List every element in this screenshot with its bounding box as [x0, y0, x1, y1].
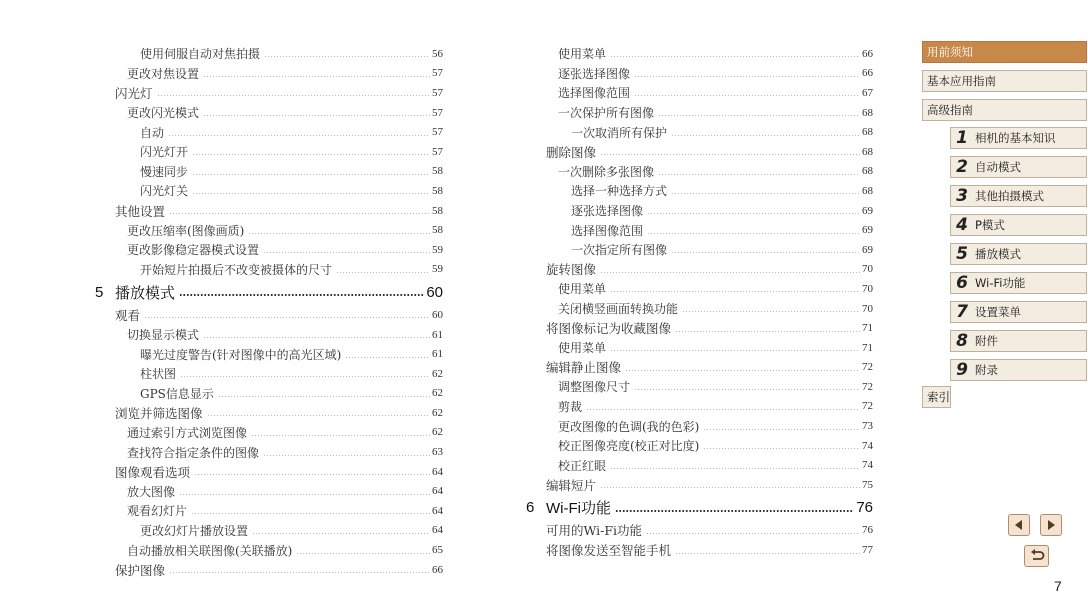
toc-page-number: 70: [862, 282, 873, 295]
dot-leader: [600, 272, 860, 273]
toc-page-number: 72: [862, 400, 873, 413]
toc-page-number: 67: [862, 86, 873, 99]
toc-entry-title: 开始短片拍摄后不改变被摄体的尺寸: [140, 262, 333, 277]
dot-leader: [658, 115, 860, 116]
dot-leader: [671, 193, 860, 194]
toc-row[interactable]: [521, 397, 873, 417]
toc-row[interactable]: [521, 475, 873, 495]
toc-row[interactable]: [90, 142, 443, 162]
toc-row[interactable]: [521, 220, 873, 240]
dot-leader: [600, 154, 860, 155]
toc-page-number: 76: [862, 524, 873, 537]
toc-entry-title: 放大图像: [127, 484, 176, 499]
dot-leader: [625, 370, 860, 371]
toc-entry-title: 选择一种选择方式: [571, 184, 668, 199]
triangle-left-icon: [1013, 519, 1025, 531]
toc-row[interactable]: [90, 220, 443, 240]
toc-entry-title: 曝光过度警告(针对图像中的高光区域): [140, 347, 342, 362]
toc-entry-title: 使用菜单: [558, 47, 607, 62]
toc-row[interactable]: [90, 44, 443, 64]
dot-leader: [345, 357, 430, 358]
toc-row[interactable]: [90, 481, 443, 501]
chapter-label: 设置菜单: [975, 305, 1021, 319]
toc-row[interactable]: [90, 403, 443, 423]
toc-row[interactable]: [90, 64, 443, 84]
toc-entry-title: Wi-Fi功能: [546, 500, 611, 518]
dot-leader: [647, 213, 860, 214]
toc-row[interactable]: [521, 64, 873, 84]
return-button[interactable]: [1024, 545, 1049, 567]
toc-row[interactable]: [90, 442, 443, 462]
next-page-button[interactable]: [1040, 514, 1062, 536]
toc-row[interactable]: [90, 325, 443, 345]
dot-leader: [610, 468, 860, 469]
toc-page-number: 68: [862, 165, 873, 178]
dot-leader: [192, 174, 430, 175]
toc-page-number: 66: [862, 67, 873, 80]
dot-leader: [296, 553, 430, 554]
dot-leader: [703, 429, 860, 430]
dot-leader: [658, 174, 860, 175]
toc-page-number: 77: [862, 544, 873, 557]
dot-leader: [682, 311, 860, 312]
nav-tab-2[interactable]: 基本应用指南: [922, 70, 1087, 92]
chapter-number-badge: 6: [956, 273, 968, 293]
toc-entry-title: 其他设置: [115, 203, 166, 219]
nav-chapter-1[interactable]: [950, 127, 1087, 149]
dot-leader: [248, 233, 430, 234]
toc-row[interactable]: [521, 142, 873, 162]
dot-leader: [600, 487, 860, 488]
dot-leader: [203, 337, 430, 338]
toc-page-number: 72: [862, 361, 873, 374]
dot-leader: [675, 553, 860, 554]
toc-entry-title: 关闭横竖画面转换功能: [558, 302, 679, 317]
toc-entry-title: 选择图像范围: [558, 86, 631, 101]
toc-entry-title: 图像观看选项: [115, 464, 191, 480]
dot-leader: [634, 389, 860, 390]
dot-leader: [263, 455, 430, 456]
chapter-label: 附录: [975, 363, 998, 377]
toc-entry-title: 编辑静止图像: [546, 360, 622, 376]
toc-page-number: 60: [432, 308, 443, 321]
toc-entry-title: 一次指定所有图像: [571, 243, 668, 258]
toc-chapter-row[interactable]: [90, 279, 443, 305]
chapter-number-badge: 9: [956, 360, 968, 380]
dot-leader: [634, 95, 860, 96]
toc-row[interactable]: [521, 162, 873, 182]
dot-leader: [263, 252, 430, 253]
chapter-label: 相机的基本知识: [975, 131, 1056, 145]
dot-leader: [179, 294, 424, 296]
toc-entry-title: 切换显示模式: [127, 328, 200, 343]
return-arrow-icon: [1029, 549, 1045, 563]
toc-page-number: 58: [432, 184, 443, 197]
toc-entry-title: 慢速同步: [140, 164, 189, 179]
toc-page-number: 72: [862, 380, 873, 393]
toc-row[interactable]: [521, 358, 873, 378]
chapter-number: 5: [95, 283, 104, 301]
dot-leader: [647, 233, 860, 234]
toc-entry-title: 自动: [140, 125, 165, 140]
toc-entry-title: 一次保护所有图像: [558, 106, 655, 121]
toc-row[interactable]: [521, 240, 873, 260]
toc-entry-title: 剪裁: [558, 399, 583, 414]
chapter-label: 其他拍摄模式: [975, 189, 1044, 203]
toc-page-number: 68: [862, 145, 873, 158]
toc-row[interactable]: [90, 201, 443, 221]
toc-chapter-row[interactable]: [521, 495, 873, 521]
dot-leader: [610, 56, 860, 57]
toc-row[interactable]: [521, 318, 873, 338]
dot-leader: [671, 252, 860, 253]
toc-row[interactable]: [90, 540, 443, 560]
toc-row[interactable]: [521, 44, 873, 64]
toc-page-number: 69: [862, 204, 873, 217]
toc-entry-title: 查找符合指定条件的图像: [127, 445, 260, 460]
dot-leader: [207, 415, 430, 416]
toc-entry-title: 调整图像尺寸: [558, 380, 631, 395]
toc-entry-title: 校正图像亮度(校正对比度): [558, 439, 700, 454]
toc-row[interactable]: [90, 344, 443, 364]
toc-row[interactable]: [90, 103, 443, 123]
toc-page-number: 75: [862, 478, 873, 491]
toc-row[interactable]: [521, 122, 873, 142]
chapter-number: 6: [526, 499, 535, 517]
toc-row[interactable]: [90, 364, 443, 384]
toc-entry-title: 柱状图: [140, 367, 177, 382]
toc-entry-title: 播放模式: [115, 284, 176, 302]
toc-entry-title: 将图像标记为收藏图像: [546, 321, 672, 337]
toc-page-number: 69: [862, 224, 873, 237]
toc-page-number: 74: [862, 459, 873, 472]
toc-page-number: 70: [862, 302, 873, 315]
nav-index[interactable]: 索引: [922, 386, 951, 408]
nav-chapter-5[interactable]: [950, 243, 1087, 265]
dot-leader: [675, 331, 860, 332]
toc-row[interactable]: [521, 201, 873, 221]
nav-tab-3[interactable]: 高级指南: [922, 99, 1087, 121]
dot-leader: [191, 513, 430, 514]
dot-leader: [157, 95, 430, 96]
dot-leader: [169, 572, 430, 573]
toc-row[interactable]: [90, 384, 443, 404]
toc-entry-title: 闪光灯关: [140, 184, 189, 199]
nav-chapter-3[interactable]: [950, 185, 1087, 207]
toc-row[interactable]: [90, 260, 443, 280]
toc-entry-title: 一次删除多张图像: [558, 164, 655, 179]
toc-page-number: 68: [862, 184, 873, 197]
toc-entry-title: 将图像发送至智能手机: [546, 543, 672, 559]
toc-page-number: 76: [856, 499, 873, 517]
toc-page-number: 58: [432, 165, 443, 178]
toc-entry-title: 浏览并筛选图像: [115, 405, 203, 421]
toc-page-number: 62: [432, 406, 443, 419]
toc-page-number: 57: [432, 126, 443, 139]
toc-entry-title: 一次取消所有保护: [571, 125, 668, 140]
dot-leader: [168, 135, 430, 136]
toc-page-number: 71: [862, 322, 873, 335]
dot-leader: [192, 154, 430, 155]
toc-entry-title: 编辑短片: [546, 477, 597, 493]
page-number: 7: [1054, 578, 1062, 594]
dot-leader: [194, 474, 430, 475]
toc-entry-title: 自动播放相关联图像(关联播放): [127, 543, 293, 558]
toc-page-number: 64: [432, 465, 443, 478]
toc-entry-title: 选择图像范围: [571, 223, 644, 238]
toc-page-number: 57: [432, 106, 443, 119]
toc-page-number: 64: [432, 485, 443, 498]
chapter-number-badge: 8: [956, 331, 968, 351]
chapter-label: 播放模式: [975, 247, 1021, 261]
dot-leader: [610, 291, 860, 292]
toc-page-number: 57: [432, 145, 443, 158]
toc-row[interactable]: [521, 436, 873, 456]
dot-leader: [203, 76, 430, 77]
nav-chapter-2[interactable]: [950, 156, 1087, 178]
chapter-number-badge: 2: [956, 157, 968, 177]
dot-leader: [169, 213, 430, 214]
chapter-number-badge: 7: [956, 302, 968, 322]
toc-page-number: 58: [432, 204, 443, 217]
toc-row[interactable]: [521, 299, 873, 319]
nav-chapter-9[interactable]: [950, 359, 1087, 381]
toc-entry-title: 更改影像稳定器模式设置: [127, 243, 260, 258]
toc-page-number: 73: [862, 420, 873, 433]
toc-column-left: [90, 44, 443, 579]
toc-entry-title: GPS信息显示: [140, 386, 214, 401]
chapter-number-badge: 1: [956, 128, 968, 148]
toc-entry-title: 观看: [115, 307, 141, 323]
toc-row[interactable]: [521, 83, 873, 103]
nav-chapter-8[interactable]: [950, 330, 1087, 352]
toc-entry-title: 使用伺服自动对焦拍摄: [140, 47, 261, 62]
toc-entry-title: 旋转图像: [546, 262, 597, 278]
toc-page-number: 59: [432, 243, 443, 256]
dot-leader: [610, 350, 860, 351]
chapter-label: 自动模式: [975, 160, 1021, 174]
toc-page-number: 68: [862, 126, 873, 139]
toc-row[interactable]: [90, 501, 443, 521]
previous-page-button[interactable]: [1008, 514, 1030, 536]
toc-page-number: 66: [432, 563, 443, 576]
toc-row[interactable]: [521, 377, 873, 397]
toc-row[interactable]: [90, 122, 443, 142]
toc-page-number: 68: [862, 106, 873, 119]
toc-page-number: 62: [432, 426, 443, 439]
toc-row[interactable]: [90, 305, 443, 325]
dot-leader: [264, 56, 430, 57]
toc-entry-title: 通过索引方式浏览图像: [127, 425, 248, 440]
toc-page-number: 58: [432, 224, 443, 237]
toc-page-number: 64: [432, 504, 443, 517]
toc-row[interactable]: [521, 521, 873, 541]
toc-page-number: 65: [432, 544, 443, 557]
chapter-label: 附件: [975, 334, 998, 348]
chapter-label: P模式: [975, 218, 1005, 232]
toc-page-number: 74: [862, 439, 873, 452]
toc-entry-title: 更改对焦设置: [127, 66, 200, 81]
toc-page-number: 56: [432, 47, 443, 60]
toc-entry-title: 校正红眼: [558, 458, 607, 473]
toc-row[interactable]: [521, 103, 873, 123]
toc-row[interactable]: [90, 240, 443, 260]
toc-entry-title: 使用菜单: [558, 341, 607, 356]
toc-page-number: 57: [432, 67, 443, 80]
dot-leader: [646, 533, 860, 534]
chapter-label: Wi-Fi功能: [975, 276, 1026, 290]
toc-row[interactable]: [521, 260, 873, 280]
dot-leader: [192, 193, 430, 194]
toc-entry-title: 删除图像: [546, 144, 597, 160]
dot-leader: [615, 510, 854, 512]
toc-entry-title: 闪光灯: [115, 85, 153, 101]
toc-entry-title: 使用菜单: [558, 282, 607, 297]
dot-leader: [586, 409, 860, 410]
toc-row[interactable]: [521, 540, 873, 560]
toc-entry-title: 保护图像: [115, 562, 166, 578]
chapter-number-badge: 5: [956, 244, 968, 264]
toc-entry-title: 观看幻灯片: [127, 504, 188, 519]
toc-row[interactable]: [521, 279, 873, 299]
toc-entry-title: 逐张选择图像: [571, 204, 644, 219]
toc-row[interactable]: [521, 455, 873, 475]
toc-row[interactable]: [90, 181, 443, 201]
toc-row[interactable]: [90, 423, 443, 443]
dot-leader: [336, 272, 430, 273]
toc-entry-title: 逐张选择图像: [558, 66, 631, 81]
dot-leader: [703, 448, 860, 449]
toc-page-number: 60: [426, 283, 443, 301]
nav-tab-1[interactable]: 用前须知: [922, 41, 1087, 63]
toc-row[interactable]: [90, 162, 443, 182]
toc-column-middle: [521, 44, 873, 560]
toc-entry-title: 可用的Wi-Fi功能: [546, 523, 643, 539]
toc-entry-title: 更改压缩率(图像画质): [127, 223, 245, 238]
toc-row[interactable]: [90, 462, 443, 482]
toc-page-number: 64: [432, 524, 443, 537]
toc-page-number: 59: [432, 263, 443, 276]
toc-page-number: 61: [432, 348, 443, 361]
toc-page-number: 57: [432, 86, 443, 99]
nav-chapter-4[interactable]: [950, 214, 1087, 236]
chapter-number-badge: 4: [956, 215, 968, 235]
dot-leader: [634, 76, 860, 77]
toc-page-number: 71: [862, 341, 873, 354]
dot-leader: [252, 533, 430, 534]
dot-leader: [179, 494, 430, 495]
toc-page-number: 63: [432, 446, 443, 459]
dot-leader: [671, 135, 860, 136]
toc-row[interactable]: [90, 83, 443, 103]
chapter-number-badge: 3: [956, 186, 968, 206]
toc-page-number: 70: [862, 263, 873, 276]
toc-row[interactable]: [90, 521, 443, 541]
toc-page-number: 66: [862, 47, 873, 60]
toc-row[interactable]: [521, 338, 873, 358]
toc-page-number: 69: [862, 243, 873, 256]
toc-row[interactable]: [90, 560, 443, 580]
toc-entry-title: 更改闪光模式: [127, 106, 200, 121]
dot-leader: [218, 396, 430, 397]
toc-row[interactable]: [521, 181, 873, 201]
toc-page-number: 62: [432, 367, 443, 380]
toc-entry-title: 更改幻灯片播放设置: [140, 523, 249, 538]
triangle-right-icon: [1045, 519, 1057, 531]
dot-leader: [180, 376, 430, 377]
dot-leader: [251, 435, 430, 436]
toc-page-number: 62: [432, 387, 443, 400]
nav-chapter-6[interactable]: [950, 272, 1087, 294]
toc-entry-title: 闪光灯开: [140, 145, 189, 160]
toc-entry-title: 更改图像的色调(我的色彩): [558, 419, 700, 434]
dot-leader: [203, 115, 430, 116]
toc-row[interactable]: [521, 416, 873, 436]
nav-chapter-7[interactable]: [950, 301, 1087, 323]
toc-page-number: 61: [432, 328, 443, 341]
dot-leader: [144, 317, 430, 318]
